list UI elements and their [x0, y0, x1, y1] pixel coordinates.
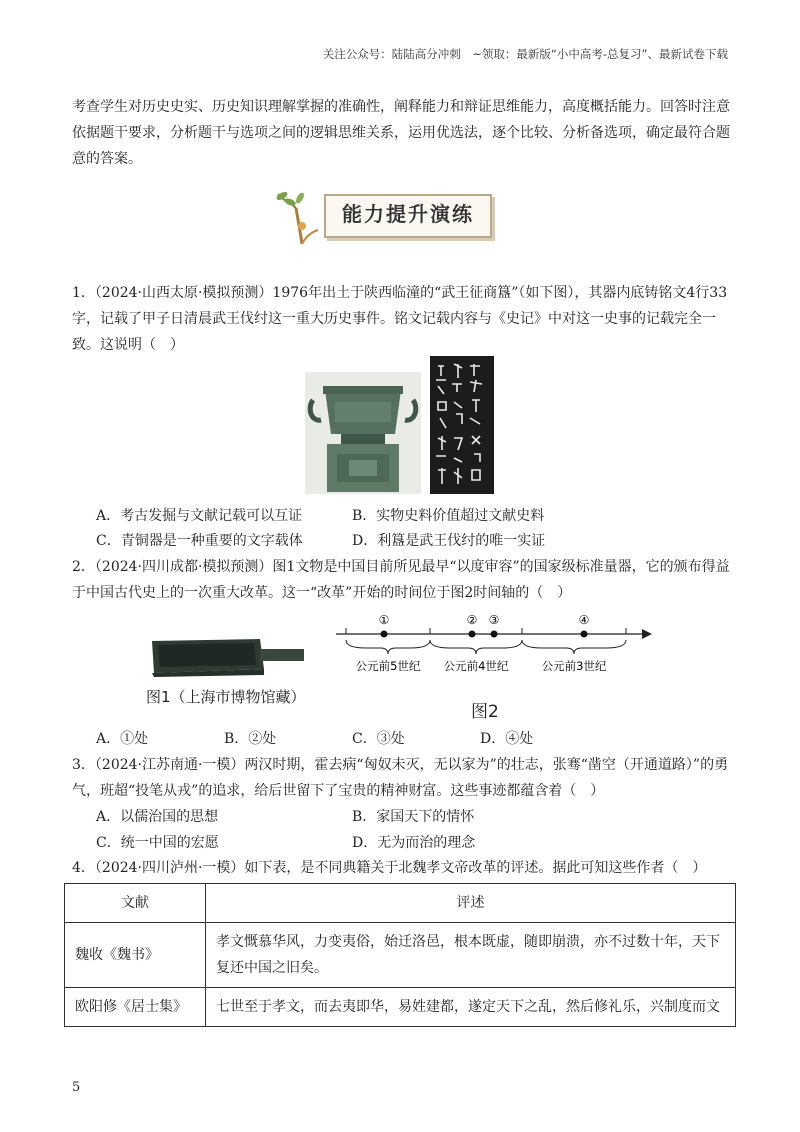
table-header-row: [65, 884, 736, 923]
table-row: [65, 988, 736, 1027]
segment-2-label: 公元前4世纪: [443, 659, 509, 673]
q2-option-c[interactable]: C．③处: [352, 731, 405, 747]
segment-3-label: 公元前3世纪: [541, 659, 607, 673]
brace-2: [430, 640, 522, 654]
marker-1-dot: [381, 631, 388, 638]
q3-option-b[interactable]: B．家国天下的情怀: [352, 809, 475, 825]
intro-paragraph: 考查学生对历史史实、历史知识理解掌握的准确性，阐释能力和辩证思维能力，高度概括能力。回答时注意依据题干要求，分析题干与选项之间的逻辑思维关系，运用优选法，逐个比较、分析备选项，确定最符合题意的答案。: [72, 99, 730, 167]
marker-3-dot: [491, 631, 498, 638]
figure-2-caption: 图2: [471, 702, 499, 722]
table-header-cell: 评述: [206, 884, 736, 923]
question-4-stem: 4．（2024·四川泸州·一模）如下表，是不同典籍关于北魏孝文帝改革的评述。据此可知这些作者（ ）: [72, 860, 707, 876]
marker-4-dot: [581, 631, 588, 638]
table-header-cell: 文献: [65, 884, 206, 923]
marker-1-label: ①: [378, 613, 390, 627]
brace-3: [522, 640, 626, 654]
table-cell: 欧阳修《居士集》: [65, 988, 206, 1027]
page-header: 关注公众号：陆陆高分冲刺 ~领取：最新版“小中高考-总复习”、最新试卷下载: [322, 47, 728, 61]
timeline-figure: [336, 612, 656, 676]
segment-1-label: 公元前5世纪: [355, 659, 421, 673]
q1-option-c[interactable]: C．青铜器是一种重要的文字载体: [96, 533, 303, 549]
arrow-icon: [642, 629, 652, 639]
q3-option-c[interactable]: C．统一中国的宏愿: [96, 835, 219, 851]
table-cell: 魏收《魏书》: [65, 923, 206, 988]
ginseng-icon: [272, 186, 332, 246]
q1-option-a[interactable]: A．考古发掘与文献记载可以互证: [96, 508, 303, 524]
bronze-gui-image: [305, 372, 421, 494]
section-banner: [272, 186, 492, 242]
q3-option-d[interactable]: D．无为而治的理念: [352, 835, 476, 851]
page-number: 5: [72, 1080, 81, 1095]
table-cell: 孝文慨慕华风，力变夷俗，始迁洛邑，根本既虚，随即崩溃，亦不过数十年，天下复还中国之旧矣。: [206, 923, 736, 988]
reform-comment-table: [64, 883, 736, 1027]
marker-3-label: ③: [488, 613, 500, 627]
bronze-measure-image: [148, 633, 308, 679]
q3-option-a[interactable]: A．以儒治国的思想: [96, 809, 219, 825]
marker-2-label: ②: [466, 613, 478, 627]
table-row: [65, 923, 736, 988]
marker-2-dot: [469, 631, 476, 638]
q2-option-d[interactable]: D．④处: [480, 731, 534, 747]
table-cell: 七世至于孝文，而去夷即华，易姓建都，遂定天下之乱，然后修礼乐，兴制度而文: [206, 988, 736, 1027]
question-2-stem: 2．（2024·四川成都·模拟预测）图1文物是中国目前所见最早“以度审容”的国家级标准量器，它的颁布得益于中国古代史上的一次重大改革。这一“改革”开始的时间位于图2时间轴的（ ）: [72, 559, 730, 601]
brace-1: [346, 640, 430, 654]
marker-4-label: ④: [578, 613, 590, 627]
q2-option-b[interactable]: B．②处: [224, 731, 277, 747]
figure-1-caption: 图1（上海市博物馆藏）: [146, 688, 306, 706]
q2-option-a[interactable]: A．①处: [96, 731, 149, 747]
q1-option-d[interactable]: D．利簋是武王伐纣的唯一实证: [352, 533, 546, 549]
inscription-image: [430, 356, 494, 494]
question-1-stem: 1．（2024·山西太原·模拟预测）1976年出土于陕西临潼的“武王征商簋”（如下图），其器内底铸铭文4行33字，记载了甲子日清晨武王伐纣这一重大历史事件。铭文记载内容与《史记》中对这一史事的记载完全一致。这说明（ ）: [72, 285, 728, 353]
question-3-stem: 3．（2024·江苏南通·一模）两汉时期，霍去病“匈奴未灭，无以家为”的壮志，张骞“凿空（开通道路）”的勇气，班超“投笔从戎”的追求，给后世留下了宝贵的精神财富。这些事迹都蕴含着（ ）: [72, 757, 729, 799]
banner-title: 能力提升演练: [342, 202, 474, 226]
q1-option-b[interactable]: B．实物史料价值超过文献史料: [352, 508, 545, 524]
